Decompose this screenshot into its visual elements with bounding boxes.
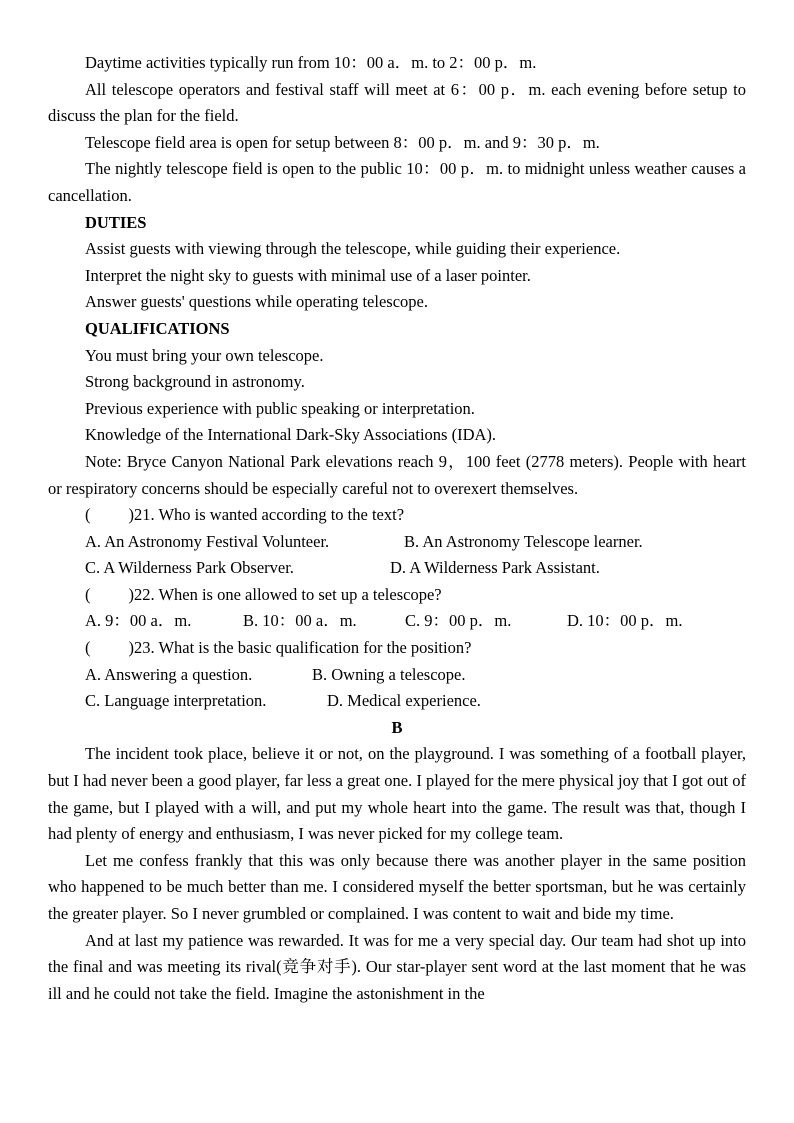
question-22 (48, 582, 746, 609)
question-21-options-row-2 (48, 555, 746, 582)
qualification-item: Strong background in astronomy. (85, 372, 305, 392)
qualifications-heading: QUALIFICATIONS (85, 318, 230, 338)
schedule-daytime: Daytime activities typically run from 10：00 a．m. to 2：00 p．m. (85, 53, 537, 72)
option-a: A. Answering a question. (85, 664, 253, 684)
question-21-options-row-1 (48, 529, 746, 556)
question-open-paren: ( (85, 584, 91, 604)
question-text: )23. What is the basic qualification for the position? (128, 638, 472, 658)
option-c: C. Language interpretation. (85, 691, 267, 711)
passage-paragraph: And at last my patience was rewarded. It was for me a very special day. Our team had shot up into the final and was meeting its rival(竞争对手). Our star-player sent word at the last moment that he was ill and he could not take the field. Imagine the astonishment in the (48, 930, 746, 1003)
question-23-options-row-2 (48, 688, 746, 715)
question-23 (48, 635, 746, 662)
duty-item: Interpret the night sky to guests with minimal use of a laser pointer. (85, 265, 531, 285)
option-b: B. 10：00 a．m. (243, 611, 357, 631)
passage-paragraph: Let me confess frankly that this was only because there was another player in the same position who happened to be much better than me. I considered myself the better sportsman, but he was certainly the greater player. So I never grumbled or complained. I was content to wait and bide my time. (48, 850, 746, 923)
duty-item: Assist guests with viewing through the telescope, while guiding their experience. (85, 239, 621, 259)
question-22-options (48, 608, 746, 635)
question-text: )22. When is one allowed to set up a telescope? (128, 584, 442, 604)
qualification-item: Previous experience with public speaking or interpretation. (85, 398, 475, 418)
schedule-meeting: All telescope operators and festival staff will meet at 6：00 p．m. each evening before setup to discuss the plan for the field. (48, 79, 746, 126)
question-open-paren: ( (85, 505, 91, 525)
section-b-heading: B (391, 717, 403, 737)
qualification-item: Knowledge of the International Dark-Sky Associations (IDA). (85, 425, 497, 445)
option-d: D. Medical experience. (327, 691, 481, 711)
duties-heading: DUTIES (85, 212, 147, 232)
passage-paragraph: The incident took place, believe it or not, on the playground. I was something of a football player, but I had never been a good player, far less a great one. I played for the mere physical joy that I got out of the game, but I played with a will, and put my whole heart into the game. The result was that, though I had plenty of energy and enthusiasm, I was never picked for my college team. (48, 744, 746, 844)
question-open-paren: ( (85, 638, 91, 658)
question-23-options-row-1 (48, 662, 746, 689)
document-page (48, 50, 746, 1007)
schedule-nightly: The nightly telescope field is open to the public 10：00 p．m. to midnight unless weather causes a cancellation. (48, 159, 746, 205)
option-a: A. An Astronomy Festival Volunteer. (85, 531, 330, 551)
question-21 (48, 502, 746, 529)
option-b: B. Owning a telescope. (312, 664, 466, 684)
elevation-note: Note: Bryce Canyon National Park elevations reach 9，100 feet (2778 meters). People with heart or respiratory concerns should be especially careful not to overexert themselves. (48, 451, 746, 498)
option-d: D. 10：00 p．m. (567, 611, 683, 631)
option-c: C. A Wilderness Park Observer. (85, 558, 294, 578)
schedule-setup: Telescope field area is open for setup between 8：00 p．m. and 9：30 p．m. (85, 132, 600, 152)
question-text: )21. Who is wanted according to the text? (128, 505, 405, 525)
option-a: A. 9：00 a．m. (85, 611, 192, 631)
qualification-item: You must bring your own telescope. (85, 345, 324, 365)
option-d: D. A Wilderness Park Assistant. (390, 558, 600, 578)
option-c: C. 9：00 p．m. (405, 611, 512, 631)
option-b: B. An Astronomy Telescope learner. (404, 531, 643, 551)
duty-item: Answer guests' questions while operating telescope. (85, 292, 428, 312)
